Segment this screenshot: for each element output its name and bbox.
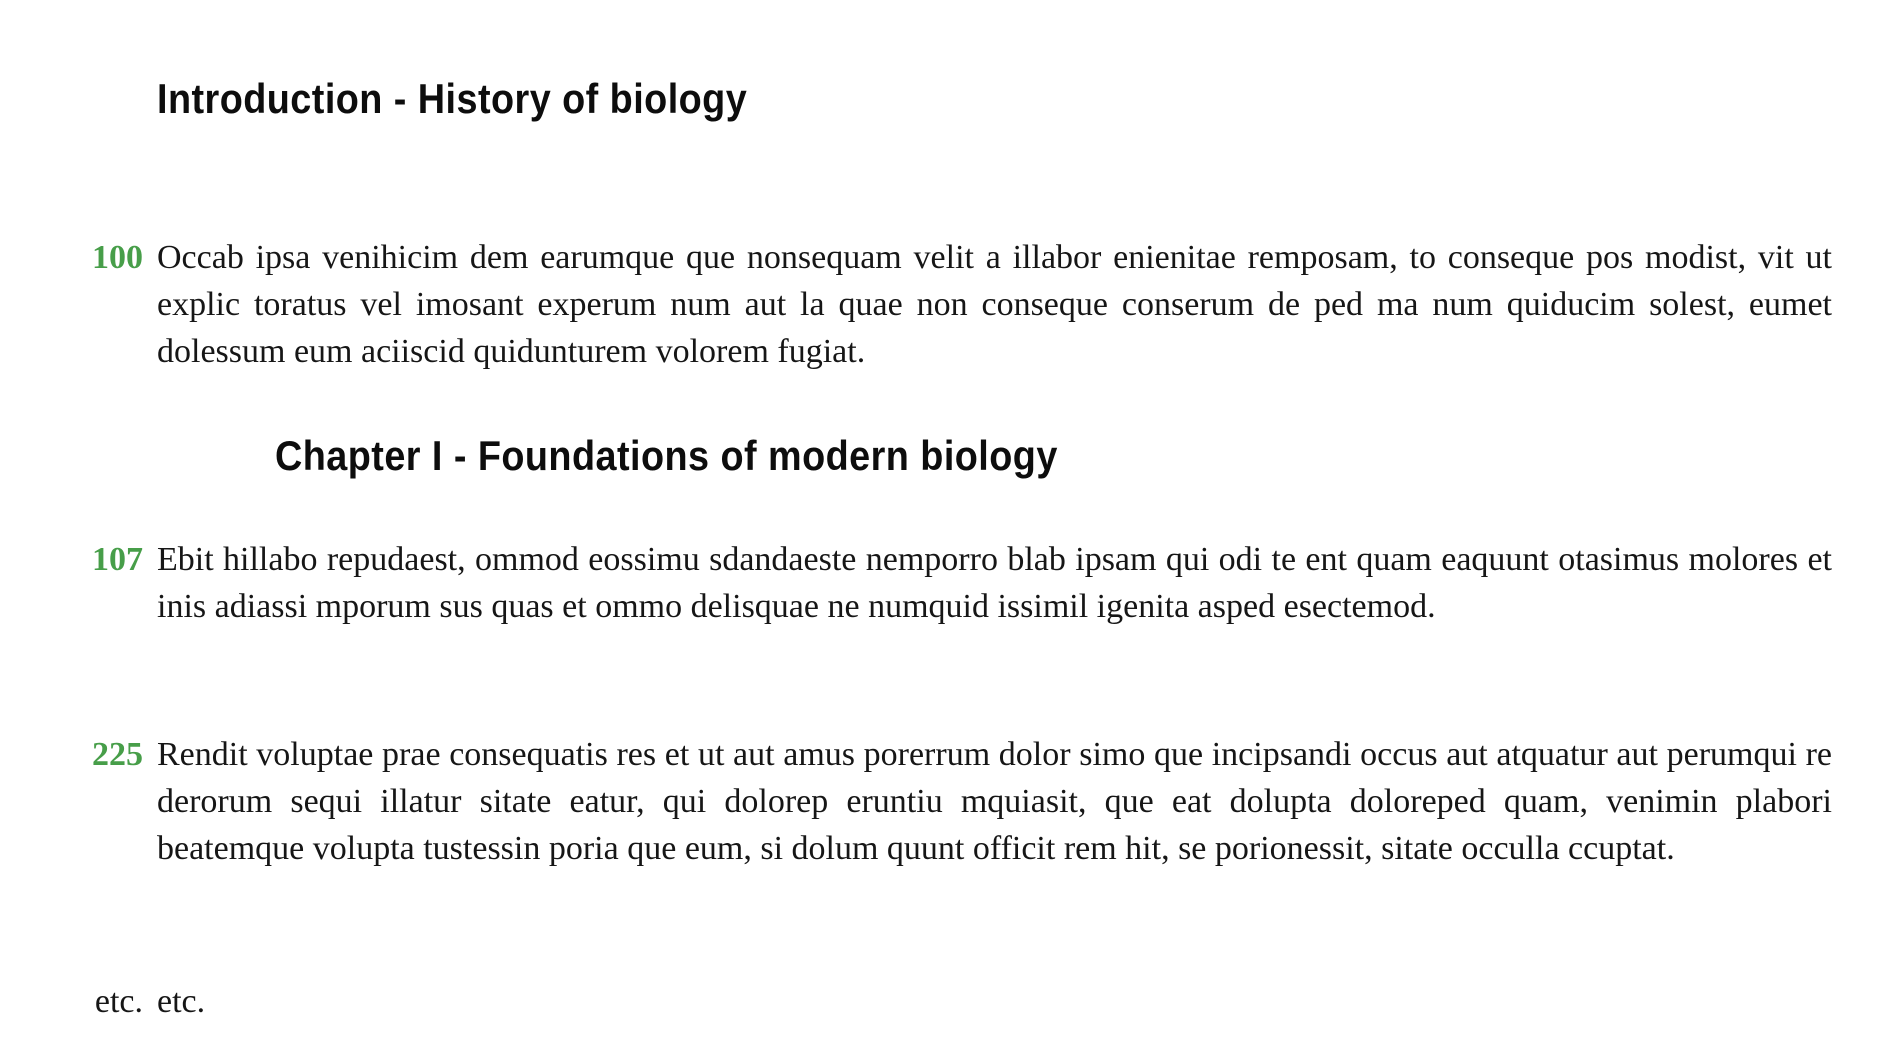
- margin-number: 100: [92, 239, 143, 276]
- numbered-paragraph: [63, 731, 1832, 872]
- section-heading-introduction: Introduction - History of biology: [157, 75, 748, 122]
- margin-number: 107: [92, 541, 143, 578]
- paragraph-text: Occab ipsa venihicim dem earumque que nonsequam velit a illabor enienitae remposam, to conseque pos modist, vit ut explic toratus vel imosant experum num aut la quae non conseque conserum de ped ma num quiducim solest, eumet dolessum eum aciiscid quidunturem volorem fugiat.: [157, 239, 1832, 370]
- paragraph-text: Ebit hillabo repudaest, ommod eossimu sdandaeste nemporro blab ipsam qui odi te ent quam eaquunt otasimus molores et inis adiassi mporum sus quas et ommo delisquae ne numquid issimil igenita asped esectemod.: [157, 541, 1832, 625]
- etc-row: [63, 978, 205, 1025]
- numbered-paragraph: [63, 536, 1832, 630]
- paragraph-text: Rendit voluptae prae consequatis res et ut aut amus porerrum dolor simo que incipsandi occus aut atquatur aut perumqui re derorum sequi illatur sitate eatur, qui dolorep eruntiu mquiasit, que eat dolupta doloreped quam, venimin plabori beatemque volupta tustessin poria que eum, si dolum quunt officit rem hit, se porionessit, sitate occulla ccuptat.: [157, 736, 1832, 867]
- numbered-paragraph: [63, 234, 1832, 375]
- etc-margin-label: etc.: [94, 983, 143, 1020]
- etc-text: etc.: [157, 983, 206, 1020]
- chapter-heading: Chapter I - Foundations of modern biology: [275, 432, 1058, 479]
- margin-number: 225: [92, 736, 143, 773]
